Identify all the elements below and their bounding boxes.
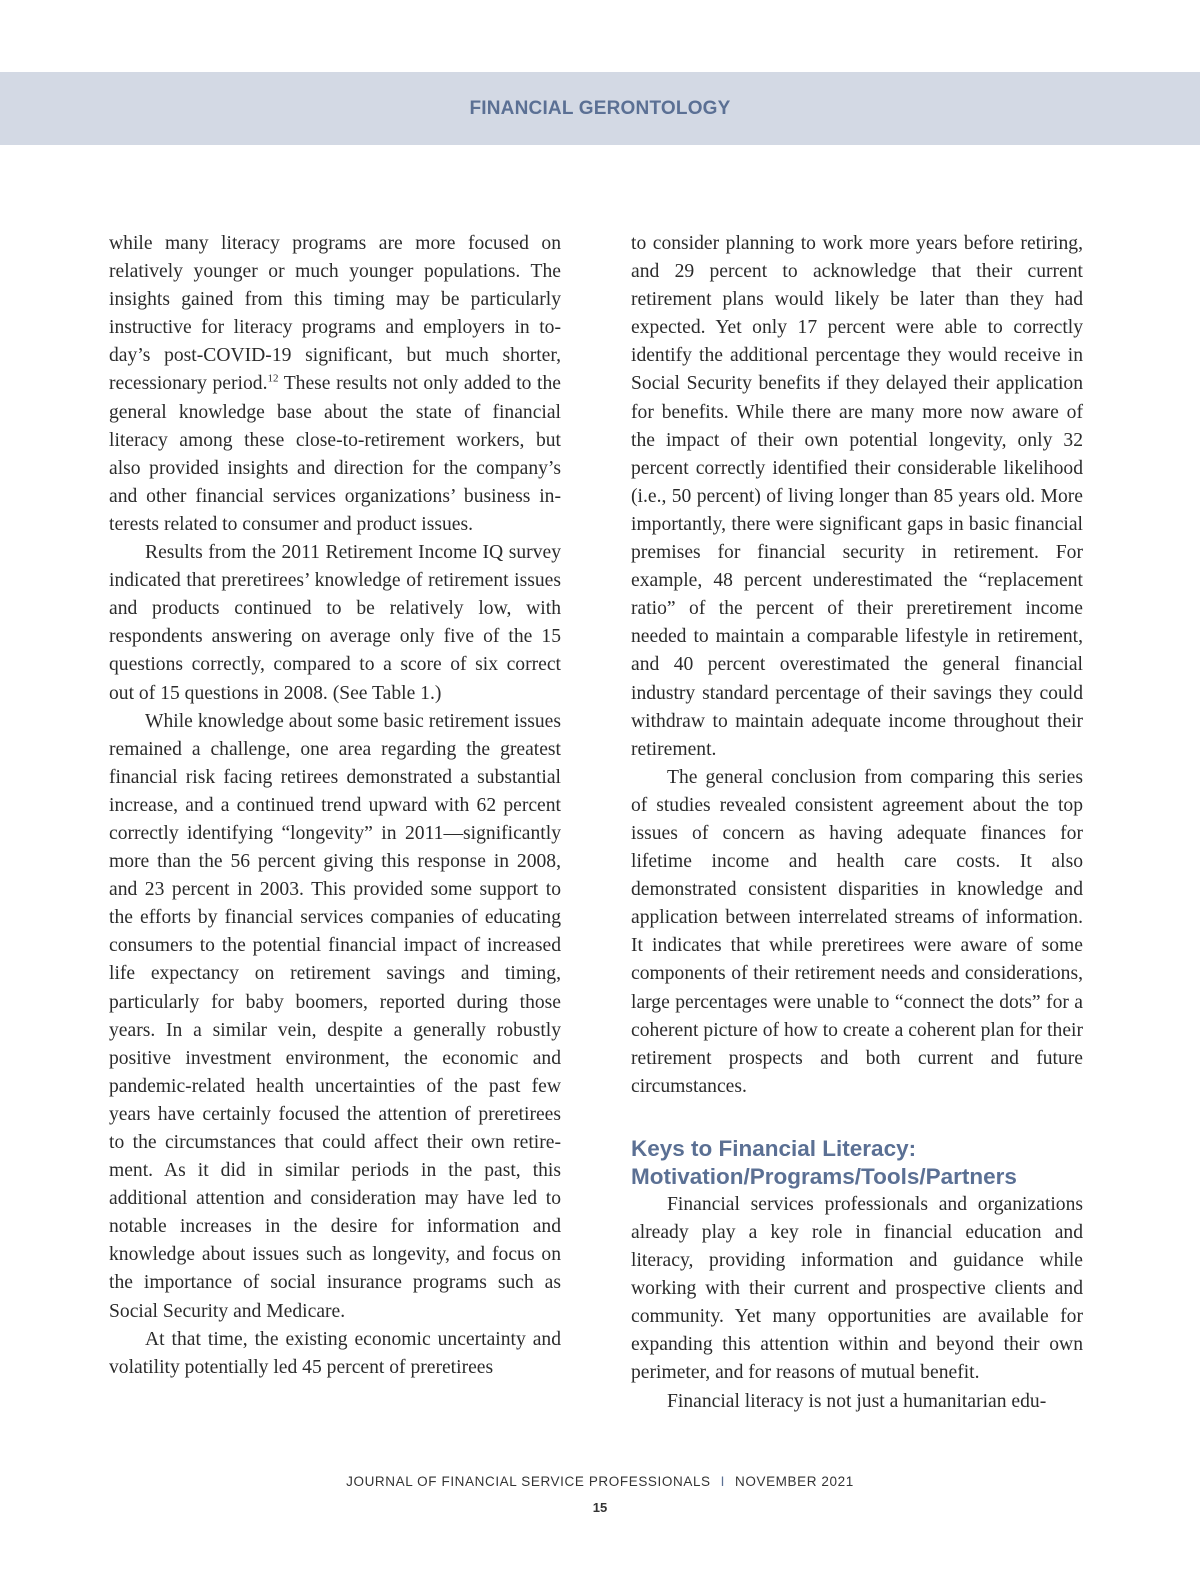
right-column bbox=[631, 230, 1083, 1416]
paragraph-text: while many literacy programs are more focused on relatively younger or much younger populations. The insights gained from this timing may be particularly instructive for literacy programs and employers in today’s post-COVID-19 significant, but much shorter, recessionary period. bbox=[109, 233, 561, 395]
issue-date: NOVEMBER 2021 bbox=[735, 1474, 854, 1489]
running-header bbox=[0, 72, 1200, 145]
paragraph: Financial services professionals and organizations already play a key role in financial education and literacy, providing information and guidance while working with their current and prospective clients and community. Yet many opportunities are available for expanding this attention within and beyond their own perimeter, and for reasons of mutual benefit. bbox=[631, 1193, 1083, 1384]
section-title: FINANCIAL GERONTOLOGY bbox=[469, 97, 731, 119]
paragraph: Results from the 2011 Retirement Income IQ survey indicated that preretirees’ knowledge of retirement issues and products continued to be relatively low, with respondents answering on average only five of the 15 questions correctly, compared to a score of six correct out of 15 questions in 2008. (See Table 1.) bbox=[109, 542, 561, 704]
section-heading-line: Motivation/Programs/Tools/Partners bbox=[631, 1163, 1017, 1189]
paragraph-text: These results not only added to the general knowledge base about the state of financial literacy among these close-to-retirement workers, but also provided insights and direction for the company’s and other financial services organizations’ business interests related to consumer and product issues. bbox=[109, 373, 561, 535]
footnote-marker: 12 bbox=[267, 372, 279, 385]
paragraph bbox=[109, 230, 561, 539]
page-footer bbox=[0, 1474, 1200, 1489]
paragraph: Financial literacy is not just a humanitarian edu- bbox=[667, 1390, 1047, 1412]
paragraph: At that time, the existing economic uncertainty and volatility potentially led 45 percent of preretirees bbox=[109, 1328, 561, 1378]
footer-separator: I bbox=[720, 1474, 726, 1489]
journal-name: JOURNAL OF FINANCIAL SERVICE PROFESSIONALS bbox=[346, 1474, 711, 1489]
left-column bbox=[109, 230, 561, 1382]
paragraph: While knowledge about some basic retirement issues remained a challenge, one area regarding the greatest financial risk facing retirees demonstrated a substantial increase, and a continued trend upward with 62 percent correctly identifying “longevity” in 2011—significantly more than the 56 percent giving this response in 2008, and 23 percent in 2003. This provided some support to the efforts by financial services companies of educating consumers to the potential financial impact of increased life expectancy on retirement savings and timing, particularly for baby boomers, reported during those years. In a similar vein, despite a generally robustly positive investment environment, the economic and pandemic-related health uncertainties of the past few years have certainly focused the attention of preretirees to the circumstances that could affect their own retirement. As it did in similar periods in the past, this additional attention and consideration may have led to notable increases in the desire for information and knowledge about issues such as longevity, and focus on the importance of social insurance programs such as Social Security and Medicare. bbox=[109, 710, 561, 1322]
paragraph: to consider planning to work more years before retiring, and 29 percent to acknowledge that their current retirement plans would likely be later than they had expected. Yet only 17 percent were able to correctly identify the additional percentage they would receive in Social Security benefits if they delayed their application for benefits. While there are many more now aware of the impact of their own potential longevity, only 32 percent correctly identified their considerable likelihood (i.e., 50 percent) of living longer than 85 years old. More importantly, there were significant gaps in basic financial premises for financial security in retirement. For example, 48 percent underestimated the “replacement ratio” of the percent of their preretirement income needed to maintain a comparable lifestyle in retirement, and 40 percent overestimated the general financial industry standard percentage of their savings they could withdraw to maintain adequate income throughout their retirement. bbox=[631, 233, 1083, 760]
section-heading bbox=[631, 1135, 1083, 1191]
paragraph: The general conclusion from comparing this series of studies revealed consistent agreement about the top issues of concern as having adequate finances for lifetime income and health care costs. It also demonstrated consistent disparities in knowledge and application between interrelated streams of information. It indicates that while preretirees were aware of some components of their retirement needs and considerations, large percentages were unable to “connect the dots” for a coherent picture of how to create a coherent plan for their retirement prospects and both current and future circumstances. bbox=[631, 766, 1083, 1097]
section-heading-line: Keys to Financial Literacy: bbox=[631, 1135, 917, 1161]
page-number: 15 bbox=[592, 1500, 608, 1515]
